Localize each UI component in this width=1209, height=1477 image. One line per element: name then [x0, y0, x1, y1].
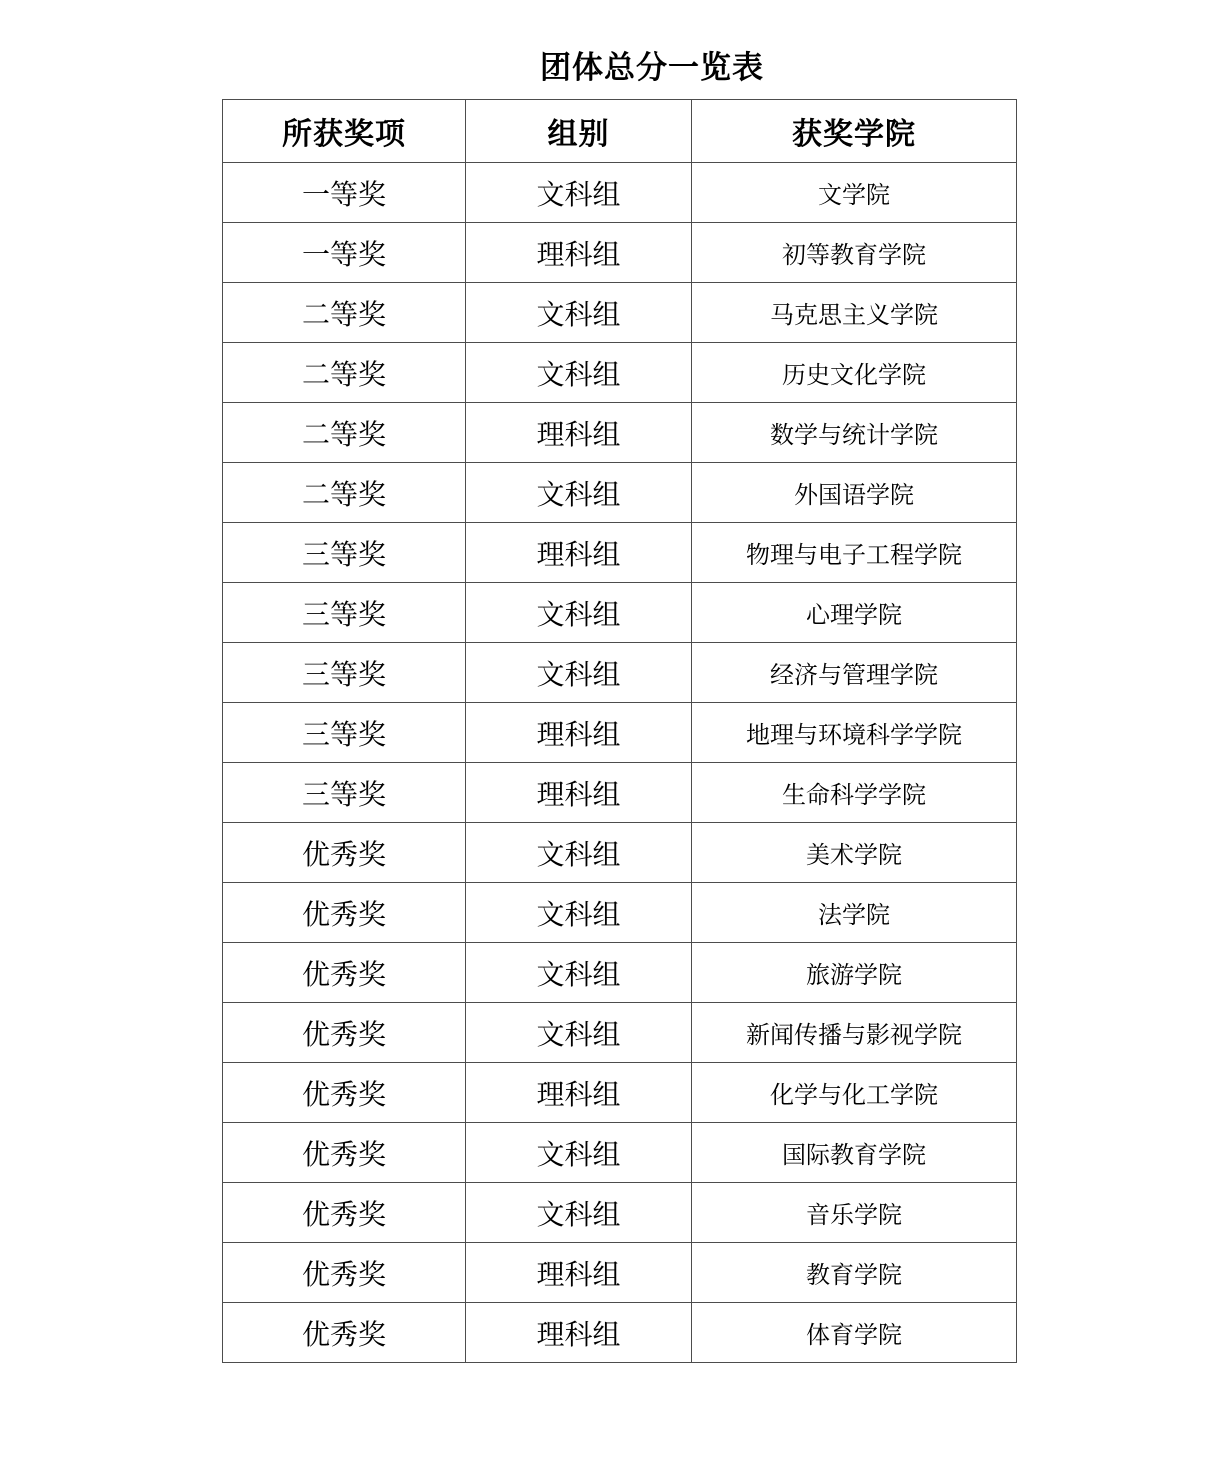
table-row: [223, 163, 1017, 223]
group-cell: 文科组: [466, 283, 692, 343]
column-header-group: 组别: [466, 100, 692, 163]
college-cell: 数学与统计学院: [692, 403, 1017, 463]
group-cell: 文科组: [466, 943, 692, 1003]
table-row: [223, 403, 1017, 463]
college-cell: 马克思主义学院: [692, 283, 1017, 343]
award-cell: 一等奖: [223, 163, 466, 223]
college-cell: 心理学院: [692, 583, 1017, 643]
college-cell: 体育学院: [692, 1303, 1017, 1363]
college-cell: 法学院: [692, 883, 1017, 943]
college-cell: 经济与管理学院: [692, 643, 1017, 703]
group-cell: 理科组: [466, 223, 692, 283]
award-cell: 优秀奖: [223, 883, 466, 943]
award-cell: 优秀奖: [223, 1123, 466, 1183]
group-cell: 文科组: [466, 463, 692, 523]
group-cell: 文科组: [466, 1123, 692, 1183]
college-cell: 国际教育学院: [692, 1123, 1017, 1183]
award-cell: 三等奖: [223, 583, 466, 643]
group-cell: 文科组: [466, 583, 692, 643]
college-cell: 地理与环境科学学院: [692, 703, 1017, 763]
award-cell: 三等奖: [223, 523, 466, 583]
group-cell: 理科组: [466, 703, 692, 763]
award-cell: 优秀奖: [223, 1183, 466, 1243]
college-cell: 美术学院: [692, 823, 1017, 883]
group-cell: 理科组: [466, 1063, 692, 1123]
award-cell: 一等奖: [223, 223, 466, 283]
group-cell: 理科组: [466, 763, 692, 823]
group-cell: 文科组: [466, 823, 692, 883]
award-cell: 二等奖: [223, 283, 466, 343]
college-cell: 音乐学院: [692, 1183, 1017, 1243]
table-row: [223, 463, 1017, 523]
table-row: [223, 943, 1017, 1003]
group-cell: 文科组: [466, 343, 692, 403]
group-cell: 文科组: [466, 1183, 692, 1243]
group-cell: 文科组: [466, 163, 692, 223]
group-cell: 理科组: [466, 523, 692, 583]
award-cell: 三等奖: [223, 703, 466, 763]
award-cell: 优秀奖: [223, 943, 466, 1003]
award-cell: 优秀奖: [223, 823, 466, 883]
college-cell: 文学院: [692, 163, 1017, 223]
group-cell: 理科组: [466, 403, 692, 463]
award-cell: 优秀奖: [223, 1303, 466, 1363]
column-header-college: 获奖学院: [692, 100, 1017, 163]
award-cell: 二等奖: [223, 463, 466, 523]
award-cell: 三等奖: [223, 763, 466, 823]
award-cell: 三等奖: [223, 643, 466, 703]
table-row: [223, 823, 1017, 883]
column-header-award: 所获奖项: [223, 100, 466, 163]
college-cell: 化学与化工学院: [692, 1063, 1017, 1123]
college-cell: 外国语学院: [692, 463, 1017, 523]
college-cell: 教育学院: [692, 1243, 1017, 1303]
group-cell: 文科组: [466, 643, 692, 703]
college-cell: 生命科学学院: [692, 763, 1017, 823]
table-row: [223, 343, 1017, 403]
group-cell: 理科组: [466, 1303, 692, 1363]
table-row: [223, 1123, 1017, 1183]
award-cell: 二等奖: [223, 343, 466, 403]
table-row: [223, 1003, 1017, 1063]
table-body: [223, 163, 1017, 1363]
table-row: [223, 1063, 1017, 1123]
college-cell: 历史文化学院: [692, 343, 1017, 403]
table-row: [223, 1243, 1017, 1303]
college-cell: 新闻传播与影视学院: [692, 1003, 1017, 1063]
group-cell: 理科组: [466, 1243, 692, 1303]
table-row: [223, 703, 1017, 763]
group-cell: 文科组: [466, 1003, 692, 1063]
table-row: [223, 1183, 1017, 1243]
award-cell: 优秀奖: [223, 1003, 466, 1063]
table-row: [223, 643, 1017, 703]
table-row: [223, 763, 1017, 823]
group-cell: 文科组: [466, 883, 692, 943]
table-row: [223, 883, 1017, 943]
document-page: [0, 50, 1209, 1363]
award-cell: 优秀奖: [223, 1243, 466, 1303]
college-cell: 初等教育学院: [692, 223, 1017, 283]
table-header-row: [223, 100, 1017, 163]
page-title: 团体总分一览表: [540, 50, 764, 85]
table-row: [223, 523, 1017, 583]
college-cell: 物理与电子工程学院: [692, 523, 1017, 583]
table-row: [223, 1303, 1017, 1363]
table-row: [223, 223, 1017, 283]
group-score-table: [222, 99, 1017, 1363]
table-row: [223, 583, 1017, 643]
college-cell: 旅游学院: [692, 943, 1017, 1003]
award-cell: 二等奖: [223, 403, 466, 463]
award-cell: 优秀奖: [223, 1063, 466, 1123]
table-row: [223, 283, 1017, 343]
